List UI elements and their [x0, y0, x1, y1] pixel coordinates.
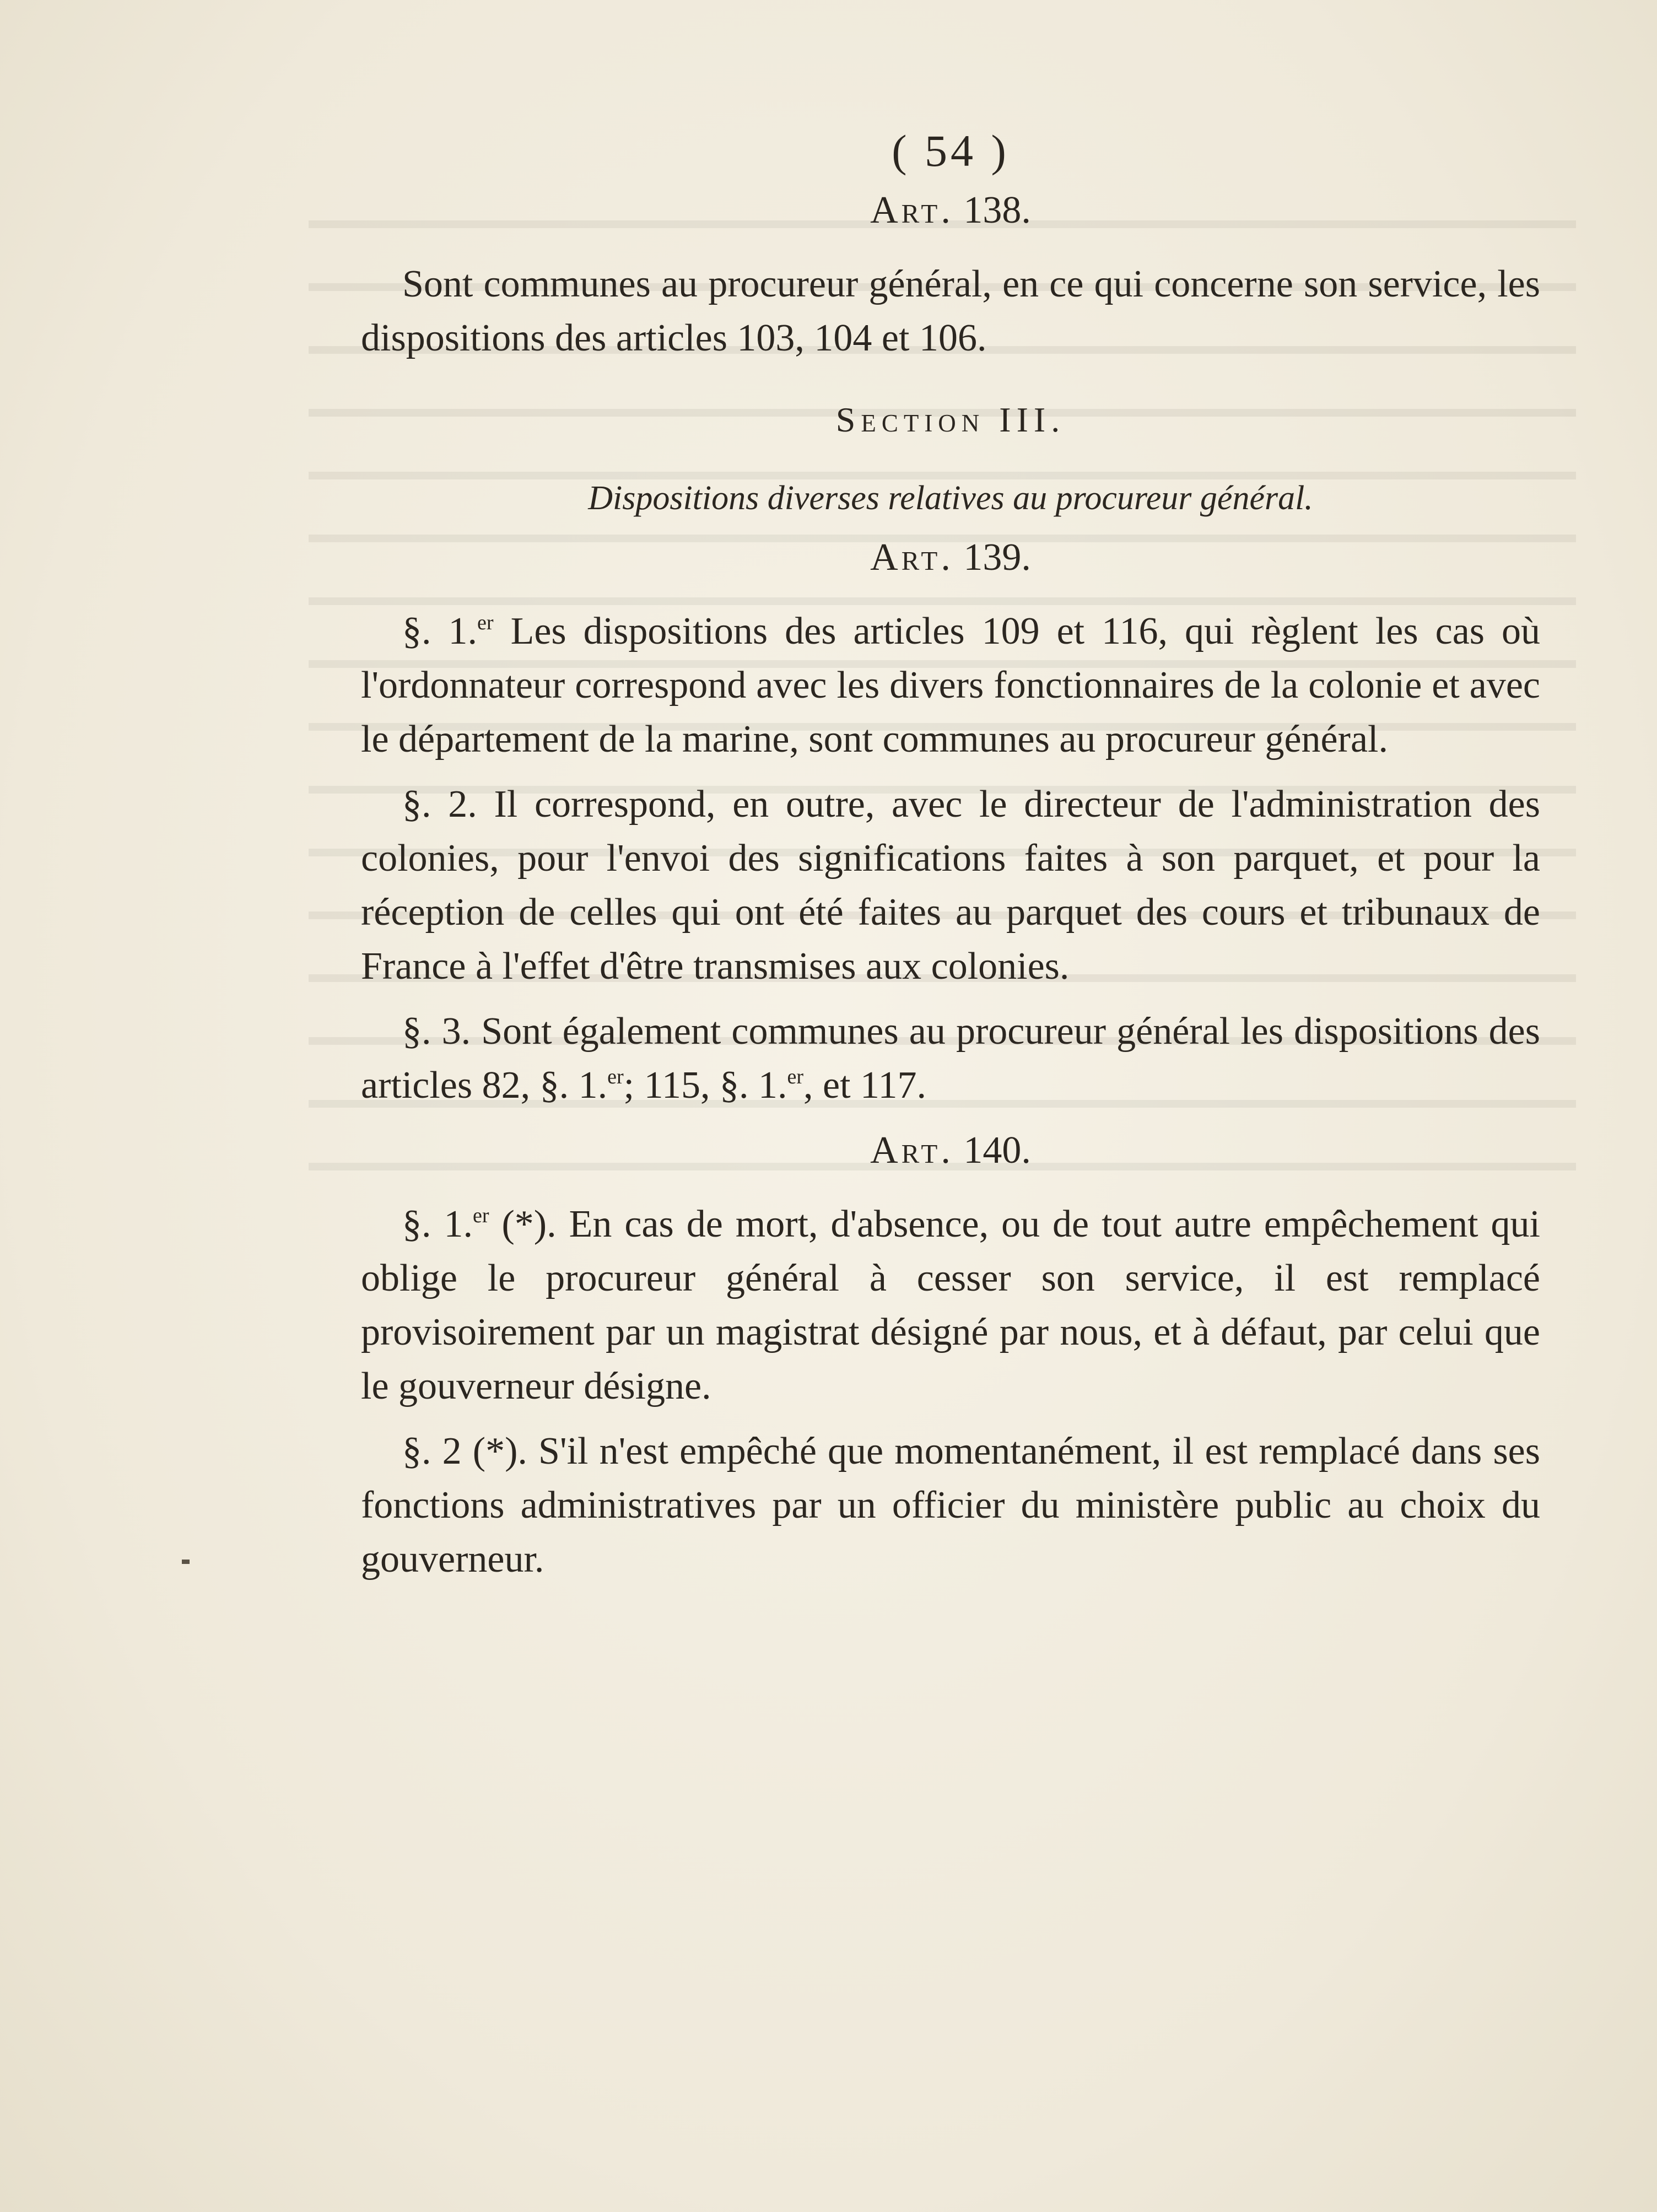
section-subtitle: Dispositions diverses relatives au procureur général. [588, 479, 1313, 517]
superscript: er [472, 1204, 489, 1227]
article-label: Art. [870, 1129, 954, 1172]
superscript: er [787, 1065, 804, 1088]
paragraph-text-c: , et 117. [803, 1064, 926, 1107]
article-number: 140. [963, 1129, 1031, 1172]
margin-mark [182, 1560, 190, 1564]
article-label: Art. [870, 536, 954, 579]
article-140-paragraph-1 [361, 1197, 1540, 1413]
page-text [361, 124, 1540, 1598]
paragraph-number: §. 1. [402, 610, 478, 652]
article-140-heading [361, 1124, 1540, 1178]
paragraph-text-b: ; 115, §. 1. [623, 1064, 787, 1107]
article-139-heading [361, 531, 1540, 585]
superscript: er [607, 1065, 624, 1088]
paragraph-text: (*). En cas de mort, d'absence, ou de tout autre empêchement qui oblige le procureur général à cesser son service, il est remplacé provisoirement par un magistrat désigné par nous, et à défaut, par celui que le gouverneur désigne. [361, 1203, 1540, 1407]
paragraph-text-a: §. 3. Sont également communes au procureur général les dispositions des articles 82, §. 1. [361, 1010, 1540, 1107]
article-140-paragraph-2: §. 2 (*). S'il n'est empêché que momentanément, il est remplacé dans ses fonctions administratives par un officier du ministère public au choix du gouverneur. [361, 1430, 1540, 1580]
article-139-paragraph-2: §. 2. Il correspond, en outre, avec le directeur de l'administration des colonies, pour l'envoi des significations faites à son parquet, et pour la réception de celles qui ont été faites au parquet des cours et tribunaux de France à l'effet d'être transmises aux colonies. [361, 783, 1540, 988]
paragraph-text: Les dispositions des articles 109 et 116, qui règlent les cas où l'ordonnateur correspond avec les divers fonctionnaires de la colonie et avec le département de la marine, sont communes au procureur général. [361, 610, 1541, 760]
article-139-paragraph-3 [361, 1005, 1540, 1113]
superscript: er [477, 611, 494, 634]
article-138-heading [361, 184, 1540, 238]
article-139-paragraph-1 [361, 605, 1540, 767]
section-title: Section III. [835, 400, 1066, 439]
article-number: 138. [963, 189, 1031, 231]
article-number: 139. [963, 536, 1031, 579]
page-number: ( 54 ) [892, 126, 1010, 176]
article-138-text: Sont communes au procureur général, en ce qui concerne son service, les dispositions des articles 103, 104 et 106. [361, 263, 1540, 359]
paragraph-number: §. 1. [402, 1203, 473, 1245]
article-label: Art. [870, 189, 954, 231]
